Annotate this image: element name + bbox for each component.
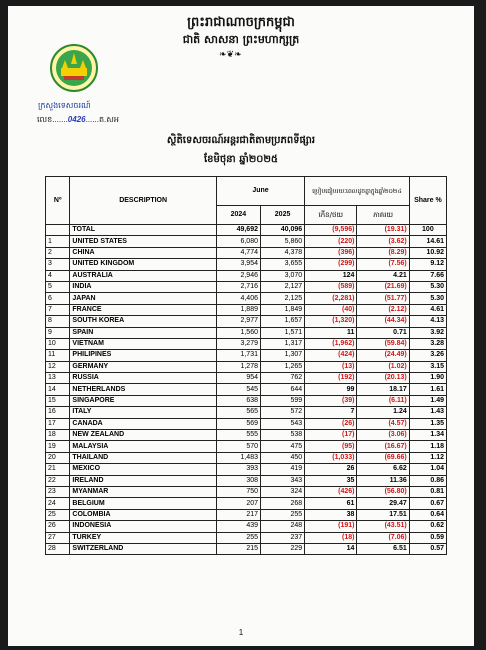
row-pct: 6.62 xyxy=(357,464,409,475)
row-share: 9.12 xyxy=(409,259,446,270)
table-row xyxy=(46,350,447,361)
row-number: 8 xyxy=(46,316,70,327)
row-number: 14 xyxy=(46,384,70,395)
row-change: 35 xyxy=(305,475,357,486)
row-change: (424) xyxy=(305,350,357,361)
row-number: 28 xyxy=(46,543,70,554)
row-share: 4.61 xyxy=(409,304,446,315)
table-row xyxy=(46,293,447,304)
row-2024: 217 xyxy=(216,509,260,520)
row-country: INDONESIA xyxy=(70,521,216,532)
row-pct: (21.69) xyxy=(357,281,409,292)
row-share: 1.90 xyxy=(409,373,446,384)
row-share: 1.49 xyxy=(409,395,446,406)
row-2025: 450 xyxy=(261,452,305,463)
total-row xyxy=(46,225,447,236)
row-2024: 638 xyxy=(216,395,260,406)
table-row xyxy=(46,327,447,338)
row-pct: (59.84) xyxy=(357,338,409,349)
row-number: 25 xyxy=(46,509,70,520)
row-country: AUSTRALIA xyxy=(70,270,216,281)
col-header-month: June xyxy=(216,177,304,206)
row-change: (426) xyxy=(305,486,357,497)
row-number: 23 xyxy=(46,486,70,497)
row-2024: 393 xyxy=(216,464,260,475)
heading-ornament: ❧❦❧ xyxy=(219,49,242,59)
row-2025: 1,307 xyxy=(261,350,305,361)
row-change: (589) xyxy=(305,281,357,292)
kingdom-heading: ព្រះរាជាណាចក្រកម្ពុជា xyxy=(187,15,295,30)
row-share: 0.62 xyxy=(409,521,446,532)
row-country: COLOMBIA xyxy=(70,509,216,520)
row-change: 11 xyxy=(305,327,357,338)
row-pct: (16.67) xyxy=(357,441,409,452)
row-share: 0.59 xyxy=(409,532,446,543)
report-title: ស្ថិតិទេសចរណ៍អន្តរជាតិតាមប្រភពទីផ្សារ xyxy=(166,135,316,146)
row-country: MALAYSIA xyxy=(70,441,216,452)
row-pct: (8.29) xyxy=(357,247,409,258)
row-share: 0.64 xyxy=(409,509,446,520)
col-header-2025: 2025 xyxy=(261,206,305,225)
row-number: 26 xyxy=(46,521,70,532)
row-country: ITALY xyxy=(70,407,216,418)
row-number: 19 xyxy=(46,441,70,452)
row-number: 3 xyxy=(46,259,70,270)
row-change: (26) xyxy=(305,418,357,429)
row-share: 0.86 xyxy=(409,475,446,486)
row-share: 10.92 xyxy=(409,247,446,258)
row-number: 9 xyxy=(46,327,70,338)
row-country: TURKEY xyxy=(70,532,216,543)
row-share: 3.26 xyxy=(409,350,446,361)
row-change: (39) xyxy=(305,395,357,406)
table-row xyxy=(46,373,447,384)
row-2025: 1,571 xyxy=(261,327,305,338)
row-pct: (7.06) xyxy=(357,532,409,543)
row-pct: (7.56) xyxy=(357,259,409,270)
row-pct: (69.66) xyxy=(357,452,409,463)
row-pct: (20.13) xyxy=(357,373,409,384)
row-change: (1,033) xyxy=(305,452,357,463)
table-row xyxy=(46,259,447,270)
row-pct: 11.36 xyxy=(357,475,409,486)
row-2024: 4,774 xyxy=(216,247,260,258)
row-pct: (6.11) xyxy=(357,395,409,406)
total-change: (9,596) xyxy=(305,225,357,236)
row-country: INDIA xyxy=(70,281,216,292)
row-2024: 439 xyxy=(216,521,260,532)
row-2024: 545 xyxy=(216,384,260,395)
row-number: 22 xyxy=(46,475,70,486)
row-share: 1.12 xyxy=(409,452,446,463)
row-country: MYANMAR xyxy=(70,486,216,497)
row-change: (192) xyxy=(305,373,357,384)
col-header-no: Nº xyxy=(46,177,70,225)
row-2024: 1,483 xyxy=(216,452,260,463)
row-2025: 543 xyxy=(261,418,305,429)
table-row xyxy=(46,475,447,486)
row-pct: 6.51 xyxy=(357,543,409,554)
row-number: 27 xyxy=(46,532,70,543)
table-row xyxy=(46,407,447,418)
row-change: (13) xyxy=(305,361,357,372)
row-change: (396) xyxy=(305,247,357,258)
row-change: 99 xyxy=(305,384,357,395)
row-country: FRANCE xyxy=(70,304,216,315)
row-2024: 255 xyxy=(216,532,260,543)
row-share: 1.34 xyxy=(409,430,446,441)
row-2024: 1,278 xyxy=(216,361,260,372)
row-share: 3.92 xyxy=(409,327,446,338)
table-row xyxy=(46,441,447,452)
table-row xyxy=(46,509,447,520)
row-2024: 954 xyxy=(216,373,260,384)
row-change: (191) xyxy=(305,521,357,532)
table-row xyxy=(46,430,447,441)
row-2024: 308 xyxy=(216,475,260,486)
row-pct: (51.77) xyxy=(357,293,409,304)
row-2024: 750 xyxy=(216,486,260,497)
row-change: (95) xyxy=(305,441,357,452)
row-2025: 255 xyxy=(261,509,305,520)
row-share: 4.13 xyxy=(409,316,446,327)
row-2025: 1,849 xyxy=(261,304,305,315)
row-country: NETHERLANDS xyxy=(70,384,216,395)
row-number: 1 xyxy=(46,236,70,247)
row-number: 18 xyxy=(46,430,70,441)
row-number: 11 xyxy=(46,350,70,361)
table-row xyxy=(46,452,447,463)
report-period: ខែមិថុនា ឆ្នាំ២០២៥ xyxy=(203,154,279,165)
row-country: BELGIUM xyxy=(70,498,216,509)
row-country: THAILAND xyxy=(70,452,216,463)
row-pct: 29.47 xyxy=(357,498,409,509)
row-2024: 570 xyxy=(216,441,260,452)
table-row xyxy=(46,498,447,509)
table-row xyxy=(46,316,447,327)
row-2025: 1,657 xyxy=(261,316,305,327)
ref-number: 0426 xyxy=(67,115,86,124)
row-change: 26 xyxy=(305,464,357,475)
row-pct: (56.80) xyxy=(357,486,409,497)
row-2025: 3,655 xyxy=(261,259,305,270)
col-header-share: Share % xyxy=(409,177,446,225)
table-row xyxy=(46,521,447,532)
row-share: 0.57 xyxy=(409,543,446,554)
row-number: 17 xyxy=(46,418,70,429)
table-row xyxy=(46,236,447,247)
row-country: UNITED STATES xyxy=(70,236,216,247)
total-no xyxy=(46,225,70,236)
col-header-compare: ប្រៀបធៀបរយៈពេលដូចគ្នាក្នុងឆ្នាំ២០២៤ xyxy=(305,177,410,206)
table-row xyxy=(46,464,447,475)
row-number: 2 xyxy=(46,247,70,258)
row-country: PHILIPINES xyxy=(70,350,216,361)
row-share: 1.18 xyxy=(409,441,446,452)
ref-prefix: លេខ xyxy=(37,115,53,124)
row-pct: (44.34) xyxy=(357,316,409,327)
row-share: 14.61 xyxy=(409,236,446,247)
row-number: 13 xyxy=(46,373,70,384)
table-row xyxy=(46,304,447,315)
table-row xyxy=(46,338,447,349)
row-pct: 18.17 xyxy=(357,384,409,395)
row-pct: (3.62) xyxy=(357,236,409,247)
row-number: 10 xyxy=(46,338,70,349)
col-header-change: កើន/ថយ xyxy=(305,206,357,225)
table-row xyxy=(46,281,447,292)
row-change: 61 xyxy=(305,498,357,509)
row-2024: 3,954 xyxy=(216,259,260,270)
row-2025: 3,070 xyxy=(261,270,305,281)
row-2024: 207 xyxy=(216,498,260,509)
row-pct: (1.02) xyxy=(357,361,409,372)
table-row xyxy=(46,384,447,395)
row-2025: 5,860 xyxy=(261,236,305,247)
row-pct: (24.49) xyxy=(357,350,409,361)
row-share: 0.81 xyxy=(409,486,446,497)
row-country: SINGAPORE xyxy=(70,395,216,406)
row-pct: 17.51 xyxy=(357,509,409,520)
document-page xyxy=(8,6,474,646)
row-pct: (2.12) xyxy=(357,304,409,315)
table-row xyxy=(46,486,447,497)
row-2024: 2,716 xyxy=(216,281,260,292)
row-2025: 1,317 xyxy=(261,338,305,349)
row-share: 1.35 xyxy=(409,418,446,429)
row-2024: 565 xyxy=(216,407,260,418)
row-change: (17) xyxy=(305,430,357,441)
row-number: 20 xyxy=(46,452,70,463)
row-country: GERMANY xyxy=(70,361,216,372)
row-pct: (4.57) xyxy=(357,418,409,429)
row-2024: 1,560 xyxy=(216,327,260,338)
row-2025: 644 xyxy=(261,384,305,395)
row-number: 12 xyxy=(46,361,70,372)
row-number: 7 xyxy=(46,304,70,315)
table-header-row xyxy=(46,177,447,206)
table-row xyxy=(46,543,447,554)
table-row xyxy=(46,270,447,281)
row-number: 4 xyxy=(46,270,70,281)
ref-suffix: ត.សអ xyxy=(98,115,119,124)
row-pct: (43.51) xyxy=(357,521,409,532)
row-2024: 555 xyxy=(216,430,260,441)
row-country: RUSSIA xyxy=(70,373,216,384)
row-number: 21 xyxy=(46,464,70,475)
row-number: 16 xyxy=(46,407,70,418)
row-2025: 229 xyxy=(261,543,305,554)
row-2024: 569 xyxy=(216,418,260,429)
row-change: (1,962) xyxy=(305,338,357,349)
motto-heading: ជាតិ សាសនា ព្រះមហាក្សត្រ xyxy=(182,33,300,46)
row-number: 24 xyxy=(46,498,70,509)
col-header-description: DESCRIPTION xyxy=(70,177,216,225)
row-country: CHINA xyxy=(70,247,216,258)
row-share: 1.04 xyxy=(409,464,446,475)
row-share: 7.66 xyxy=(409,270,446,281)
row-2024: 4,406 xyxy=(216,293,260,304)
row-country: MEXICO xyxy=(70,464,216,475)
row-share: 3.28 xyxy=(409,338,446,349)
row-change: (299) xyxy=(305,259,357,270)
row-country: NEW ZEALAND xyxy=(70,430,216,441)
row-pct: 0.71 xyxy=(357,327,409,338)
row-2025: 419 xyxy=(261,464,305,475)
row-2025: 268 xyxy=(261,498,305,509)
row-2025: 248 xyxy=(261,521,305,532)
total-2025: 40,096 xyxy=(261,225,305,236)
row-country: IRELAND xyxy=(70,475,216,486)
total-2024: 49,692 xyxy=(216,225,260,236)
arrivals-table xyxy=(45,176,447,555)
row-change: 124 xyxy=(305,270,357,281)
row-2025: 538 xyxy=(261,430,305,441)
row-2025: 2,125 xyxy=(261,293,305,304)
row-country: JAPAN xyxy=(70,293,216,304)
row-2024: 1,731 xyxy=(216,350,260,361)
row-2025: 1,265 xyxy=(261,361,305,372)
row-2025: 572 xyxy=(261,407,305,418)
row-country: UNITED KINGDOM xyxy=(70,259,216,270)
row-share: 5.30 xyxy=(409,281,446,292)
row-country: SPAIN xyxy=(70,327,216,338)
row-change: 14 xyxy=(305,543,357,554)
row-2025: 599 xyxy=(261,395,305,406)
row-share: 3.15 xyxy=(409,361,446,372)
row-change: 38 xyxy=(305,509,357,520)
row-number: 15 xyxy=(46,395,70,406)
row-2024: 2,946 xyxy=(216,270,260,281)
row-number: 6 xyxy=(46,293,70,304)
row-change: (18) xyxy=(305,532,357,543)
table-row xyxy=(46,247,447,258)
row-number: 5 xyxy=(46,281,70,292)
table-row xyxy=(46,532,447,543)
row-country: VIETNAM xyxy=(70,338,216,349)
col-header-percent: ភាគរយ xyxy=(357,206,409,225)
total-share: 100 xyxy=(409,225,446,236)
table-row xyxy=(46,395,447,406)
row-change: (220) xyxy=(305,236,357,247)
row-2024: 6,080 xyxy=(216,236,260,247)
total-pct: (19.31) xyxy=(357,225,409,236)
row-2025: 237 xyxy=(261,532,305,543)
row-2025: 4,378 xyxy=(261,247,305,258)
ministry-name: ក្រសួងទេសចរណ៍ xyxy=(38,101,91,110)
row-2024: 3,279 xyxy=(216,338,260,349)
row-2025: 2,127 xyxy=(261,281,305,292)
row-country: SWITZERLAND xyxy=(70,543,216,554)
page-number: 1 xyxy=(238,628,244,637)
reference-number: លេខ.......0426......ត.សអ xyxy=(37,115,119,124)
col-header-2024: 2024 xyxy=(216,206,260,225)
row-share: 0.67 xyxy=(409,498,446,509)
row-2025: 324 xyxy=(261,486,305,497)
row-2024: 1,889 xyxy=(216,304,260,315)
ministry-logo-icon xyxy=(50,44,98,92)
row-change: (1,320) xyxy=(305,316,357,327)
row-pct: (3.06) xyxy=(357,430,409,441)
row-share: 1.61 xyxy=(409,384,446,395)
row-2025: 343 xyxy=(261,475,305,486)
row-change: (2,281) xyxy=(305,293,357,304)
row-2024: 2,977 xyxy=(216,316,260,327)
row-country: CANADA xyxy=(70,418,216,429)
row-2025: 762 xyxy=(261,373,305,384)
total-label: TOTAL xyxy=(70,225,216,236)
row-share: 1.43 xyxy=(409,407,446,418)
row-2024: 215 xyxy=(216,543,260,554)
row-change: 7 xyxy=(305,407,357,418)
table-row xyxy=(46,361,447,372)
row-pct: 1.24 xyxy=(357,407,409,418)
row-pct: 4.21 xyxy=(357,270,409,281)
row-country: SOUTH KOREA xyxy=(70,316,216,327)
table-row xyxy=(46,418,447,429)
row-2025: 475 xyxy=(261,441,305,452)
row-share: 5.30 xyxy=(409,293,446,304)
row-change: (40) xyxy=(305,304,357,315)
